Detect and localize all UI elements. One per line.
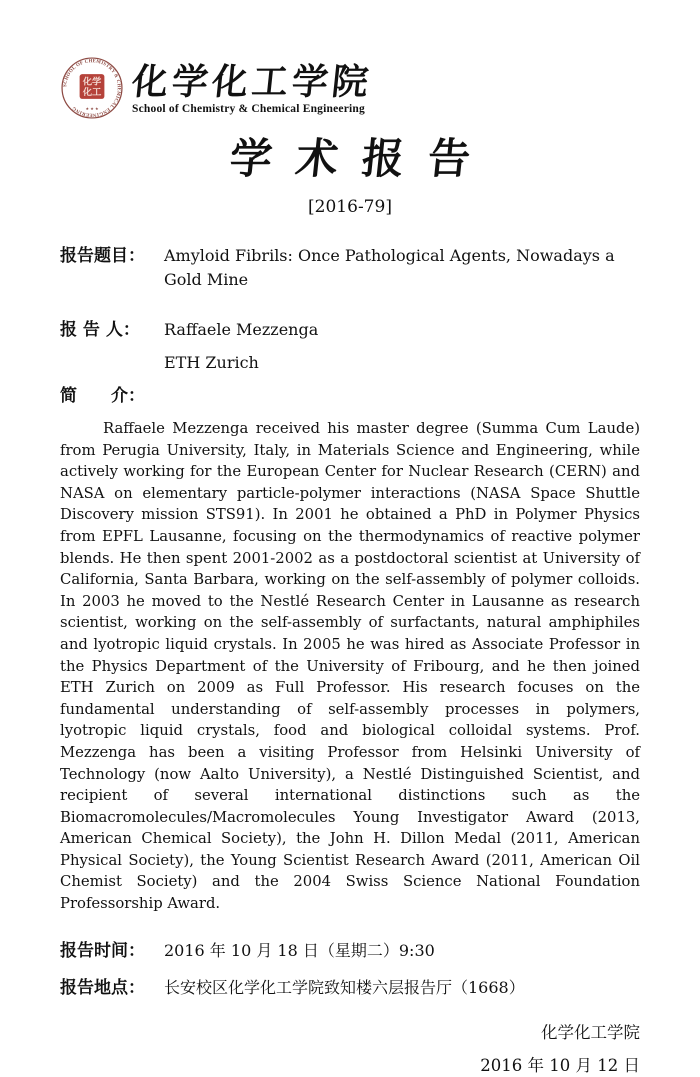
location-row [60,976,640,1000]
location-label: 报告地点： [60,977,145,998]
bio-label-row [60,384,640,408]
time-value: 2016 年 10 月 18 日（星期二）9:30 [164,940,435,960]
seal-bottom-stars: ★ ★ ★ [85,106,99,112]
school-name-english: School of Chemistry & Chemical Engineering [132,102,365,115]
speaker-row [60,318,640,342]
speaker-biography: Raffaele Mezzenga received his master degree (Summa Cum Laude) from Perugia University, Italy, in Materials Science and Engineering, while actively working for the European Center for Nuclear Research (CERN) and NASA on elementary particle-polymer interactions (NASA Space Shuttle Discovery mission STS91). In 2001 he obtained a PhD in Polymer Physics from EPFL Lausanne, focusing on the thermodynamics of reactive polymer blends. He then spent 2001-2002 as a postdoctoral scientist at University of California, Santa Barbara, working on the self-assembly of polymer colloids. In 2003 he moved to the Nestlé Research Center in Lausanne as research scientist, working on the self-assembly of surfactants, natural amphiphiles and lyotropic liquid crystals. In 2005 he was hired as Associate Professor in the Physics Department of the University of Fribourg, and he then joined ETH Zurich on 2009 as Full Professor. His research focuses on the fundamental understanding of self-assembly processes in polymers, lyotropic liquid crystals, food and biological colloidal systems. Prof. Mezzenga has been a visiting Professor from Helsinki University of Technology (now Aalto University), a Nestlé Distinguished Scientist, and recipient of several international distinctions such as the Biomacromolecules/Macromolecules Young Investigator Award (2013, American Chemical Society), the John H. Dillon Medal (2011, American Physical Society), the Young Scientist Research Award (2011, American Oil Chemist Society) and the 2004 Swiss Science National Foundation Professorship Award. [60,420,640,913]
speaker-affiliation: ETH Zurich [164,353,259,372]
signing-organization: 化学化工学院 [541,1022,640,1042]
school-name-chinese: 化学化工学院 [129,60,375,103]
school-name-block [129,60,375,115]
topic-label: 报告题目： [60,246,145,266]
seal-ring-text: SCHOOL OF CHEMISTRY & CHEMICAL ENGINEERING [63,59,121,117]
document-number: [2016-79] [308,197,392,217]
speaker-name: Raffaele Mezzenga [164,320,319,339]
topic-row [60,244,640,292]
seal-stamp-text-line1: 化学 [82,76,102,88]
document-header [60,56,640,120]
signature-block [60,1022,640,1077]
speaker-label: 报 告 人： [60,320,140,340]
topic-value: Amyloid Fibrils: Once Pathological Agents, Nowadays a Gold Mine [164,246,615,289]
time-row [60,939,640,963]
time-label: 报告时间： [60,940,145,961]
signing-date: 2016 年 10 月 12 日 [480,1055,640,1075]
location-value: 长安校区化学化工学院致知楼六层报告厅（1668） [164,977,525,997]
school-seal-icon [60,56,124,120]
page-title: 学术报告 [227,134,497,183]
seal-stamp-text-line2: 化工 [82,87,102,99]
bio-label: 简 介： [60,386,145,406]
